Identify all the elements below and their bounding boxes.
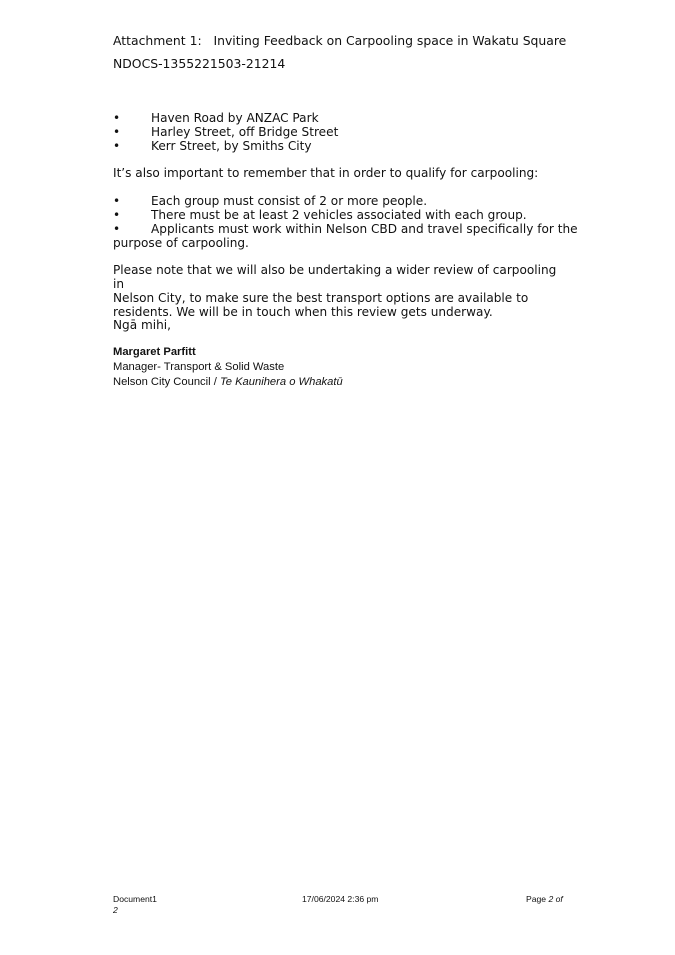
list-item-continuation: purpose of carpooling.: [113, 236, 249, 250]
list-item: • Applicants must work within Nelson CBD and travel specifically for the: [113, 222, 578, 236]
footer-page-number: Page 2 of: [526, 894, 563, 904]
list-item: • Kerr Street, by Smiths City: [113, 139, 312, 153]
requirements-list: [113, 194, 578, 250]
list-item: • Haven Road by ANZAC Park: [113, 111, 319, 125]
signatory-organisation: Nelson City Council / Te Kaunihera o Whakatū: [113, 376, 343, 388]
attachment-title: Attachment 1: Inviting Feedback on Carpooling space in Wakatu Square: [113, 33, 567, 48]
bullet-icon: •: [113, 111, 121, 125]
signatory-name: Margaret Parfitt: [113, 346, 196, 358]
signatory-title: Manager- Transport & Solid Waste: [113, 361, 285, 373]
bullet-icon: •: [113, 139, 121, 153]
closing-greeting: Ngā mihi,: [113, 318, 171, 332]
bullet-icon: •: [113, 125, 121, 139]
list-item: • Each group must consist of 2 or more people.: [113, 194, 428, 208]
document-reference: NDOCS-1355221503-21214: [113, 56, 286, 71]
list-item: • There must be at least 2 vehicles associated with each group.: [113, 208, 527, 222]
review-paragraph: Please note that we will also be undertaking a wider review of carpooling in Nelson City, to make sure the best transport options are available to residents. We will be in touch when this review gets underway.: [113, 263, 557, 319]
list-item: • Harley Street, off Bridge Street: [113, 125, 339, 139]
signature-block: [113, 345, 343, 390]
bullet-icon: •: [113, 208, 121, 222]
bullet-icon: •: [113, 194, 121, 208]
location-list: [113, 111, 563, 153]
qualify-intro: It’s also important to remember that in order to qualify for carpooling:: [113, 166, 539, 180]
footer-date: 17/06/2024 2:36 pm: [302, 894, 379, 904]
footer-document-name: Document1 2: [113, 894, 157, 915]
bullet-icon: •: [113, 222, 121, 236]
